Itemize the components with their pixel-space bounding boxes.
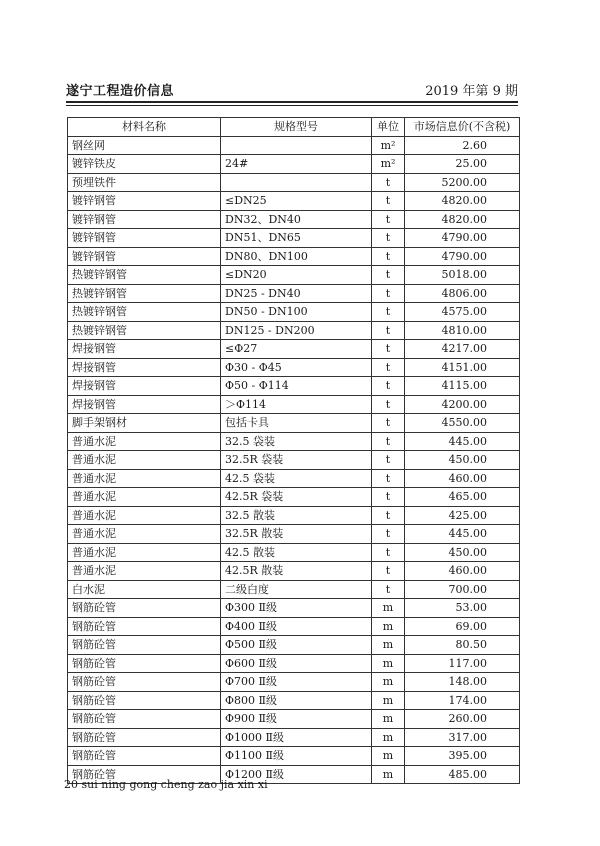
material-name-cell: 镀锌钢管: [68, 192, 221, 211]
material-name-cell: 普通水泥: [68, 451, 221, 470]
spec-cell: Φ400 Ⅱ级: [221, 617, 372, 636]
spec-cell: Φ700 Ⅱ级: [221, 673, 372, 692]
unit-cell: m: [372, 728, 405, 747]
price-cell: 4550.00: [405, 414, 520, 433]
material-name-cell: 焊接钢管: [68, 377, 221, 396]
material-name-cell: 钢筋砼管: [68, 765, 221, 784]
material-name-cell: 普通水泥: [68, 525, 221, 544]
unit-cell: t: [372, 395, 405, 414]
unit-cell: m²: [372, 155, 405, 174]
unit-cell: m: [372, 765, 405, 784]
price-cell: 317.00: [405, 728, 520, 747]
table-row: [68, 747, 520, 766]
spec-cell: 24#: [221, 155, 372, 174]
spec-cell: Φ1000 Ⅱ级: [221, 728, 372, 747]
price-cell: 4806.00: [405, 284, 520, 303]
unit-cell: t: [372, 210, 405, 229]
unit-cell: t: [372, 562, 405, 581]
material-name-cell: 焊接钢管: [68, 358, 221, 377]
spec-cell: [221, 173, 372, 192]
price-cell: 5200.00: [405, 173, 520, 192]
unit-cell: t: [372, 414, 405, 433]
spec-cell: ≤DN20: [221, 266, 372, 285]
table-row: [68, 432, 520, 451]
spec-cell: Φ30 - Φ45: [221, 358, 372, 377]
price-cell: 4820.00: [405, 192, 520, 211]
unit-cell: m: [372, 691, 405, 710]
spec-cell: DN80、DN100: [221, 247, 372, 266]
price-cell: 4790.00: [405, 229, 520, 248]
material-name-cell: 热镀锌钢管: [68, 303, 221, 322]
table-row: [68, 414, 520, 433]
header-rule-thin: [66, 105, 518, 106]
price-cell: 117.00: [405, 654, 520, 673]
table-row: [68, 395, 520, 414]
material-name-cell: 钢筋砼管: [68, 728, 221, 747]
spec-cell: ≤DN25: [221, 192, 372, 211]
unit-cell: t: [372, 173, 405, 192]
spec-cell: ≤Φ27: [221, 340, 372, 359]
page-footer: 20 sui ning gong cheng zao jia xin xi: [64, 778, 268, 791]
table-row: [68, 247, 520, 266]
material-name-cell: 焊接钢管: [68, 395, 221, 414]
unit-cell: t: [372, 266, 405, 285]
spec-cell: Φ1200 Ⅱ级: [221, 765, 372, 784]
table-header-row: [68, 118, 520, 137]
spec-cell: Φ1100 Ⅱ级: [221, 747, 372, 766]
material-name-cell: 热镀锌钢管: [68, 321, 221, 340]
price-cell: 4820.00: [405, 210, 520, 229]
material-name-cell: 普通水泥: [68, 543, 221, 562]
table-row: [68, 599, 520, 618]
material-name-cell: 镀锌钢管: [68, 247, 221, 266]
table-row: [68, 321, 520, 340]
spec-cell: Φ900 Ⅱ级: [221, 710, 372, 729]
material-name-cell: 普通水泥: [68, 562, 221, 581]
unit-cell: t: [372, 284, 405, 303]
table-row: [68, 192, 520, 211]
material-name-cell: 钢筋砼管: [68, 747, 221, 766]
spec-cell: 包括卡具: [221, 414, 372, 433]
table-row: [68, 543, 520, 562]
price-cell: 450.00: [405, 543, 520, 562]
unit-cell: m: [372, 617, 405, 636]
table-row: [68, 229, 520, 248]
material-name-cell: 钢筋砼管: [68, 691, 221, 710]
table-row: [68, 173, 520, 192]
unit-cell: m: [372, 710, 405, 729]
spec-cell: DN32、DN40: [221, 210, 372, 229]
unit-cell: m: [372, 599, 405, 618]
price-cell: 445.00: [405, 432, 520, 451]
spec-cell: 32.5 袋装: [221, 432, 372, 451]
price-cell: 4200.00: [405, 395, 520, 414]
table-row: [68, 303, 520, 322]
price-cell: 425.00: [405, 506, 520, 525]
price-table: [67, 117, 520, 784]
price-cell: 4810.00: [405, 321, 520, 340]
price-cell: 260.00: [405, 710, 520, 729]
unit-cell: t: [372, 358, 405, 377]
column-header-material: 材料名称: [68, 118, 221, 137]
price-cell: 700.00: [405, 580, 520, 599]
price-cell: 2.60: [405, 136, 520, 155]
column-header-spec: 规格型号: [221, 118, 372, 137]
spec-cell: 32.5R 袋装: [221, 451, 372, 470]
unit-cell: m: [372, 673, 405, 692]
price-cell: 4151.00: [405, 358, 520, 377]
table-row: [68, 266, 520, 285]
unit-cell: t: [372, 432, 405, 451]
spec-cell: 42.5 散装: [221, 543, 372, 562]
material-name-cell: 普通水泥: [68, 488, 221, 507]
price-cell: 4575.00: [405, 303, 520, 322]
unit-cell: t: [372, 525, 405, 544]
table-row: [68, 728, 520, 747]
unit-cell: t: [372, 506, 405, 525]
unit-cell: m: [372, 654, 405, 673]
table-row: [68, 340, 520, 359]
column-header-unit: 单位: [372, 118, 405, 137]
price-cell: 4790.00: [405, 247, 520, 266]
unit-cell: t: [372, 247, 405, 266]
spec-cell: 42.5 袋装: [221, 469, 372, 488]
issue-number: 2019 年第 9 期: [425, 84, 518, 99]
material-name-cell: 脚手架钢材: [68, 414, 221, 433]
price-cell: 5018.00: [405, 266, 520, 285]
unit-cell: t: [372, 229, 405, 248]
table-body: [68, 136, 520, 784]
table-row: [68, 654, 520, 673]
spec-cell: DN125 - DN200: [221, 321, 372, 340]
price-cell: 25.00: [405, 155, 520, 174]
unit-cell: t: [372, 488, 405, 507]
unit-cell: t: [372, 377, 405, 396]
material-name-cell: 普通水泥: [68, 432, 221, 451]
price-cell: 445.00: [405, 525, 520, 544]
spec-cell: 42.5R 袋装: [221, 488, 372, 507]
price-cell: 174.00: [405, 691, 520, 710]
material-name-cell: 镀锌钢管: [68, 229, 221, 248]
material-name-cell: 钢筋砼管: [68, 636, 221, 655]
table-row: [68, 710, 520, 729]
material-name-cell: 镀锌钢管: [68, 210, 221, 229]
table-row: [68, 691, 520, 710]
table-row: [68, 284, 520, 303]
price-cell: 80.50: [405, 636, 520, 655]
price-cell: 395.00: [405, 747, 520, 766]
spec-cell: Φ50 - Φ114: [221, 377, 372, 396]
price-cell: 4217.00: [405, 340, 520, 359]
table-row: [68, 636, 520, 655]
column-header-price: 市场信息价(不含税): [405, 118, 520, 137]
price-cell: 450.00: [405, 451, 520, 470]
price-cell: 69.00: [405, 617, 520, 636]
table-row: [68, 562, 520, 581]
table-row: [68, 525, 520, 544]
unit-cell: t: [372, 543, 405, 562]
price-cell: 485.00: [405, 765, 520, 784]
material-name-cell: 白水泥: [68, 580, 221, 599]
price-cell: 148.00: [405, 673, 520, 692]
price-cell: 460.00: [405, 562, 520, 581]
unit-cell: m²: [372, 136, 405, 155]
table-row: [68, 210, 520, 229]
material-name-cell: 普通水泥: [68, 506, 221, 525]
material-name-cell: 镀锌铁皮: [68, 155, 221, 174]
spec-cell: Φ600 Ⅱ级: [221, 654, 372, 673]
header-rule-thick: [66, 101, 518, 103]
unit-cell: t: [372, 580, 405, 599]
spec-cell: DN25 - DN40: [221, 284, 372, 303]
table-row: [68, 136, 520, 155]
table-row: [68, 673, 520, 692]
unit-cell: t: [372, 303, 405, 322]
spec-cell: ＞Φ114: [221, 395, 372, 414]
unit-cell: m: [372, 747, 405, 766]
spec-cell: 42.5R 散装: [221, 562, 372, 581]
unit-cell: m: [372, 636, 405, 655]
table-row: [68, 469, 520, 488]
unit-cell: t: [372, 340, 405, 359]
material-name-cell: 热镀锌钢管: [68, 266, 221, 285]
material-name-cell: 普通水泥: [68, 469, 221, 488]
material-name-cell: 钢筋砼管: [68, 673, 221, 692]
unit-cell: t: [372, 321, 405, 340]
unit-cell: t: [372, 451, 405, 470]
material-name-cell: 钢筋砼管: [68, 617, 221, 636]
material-name-cell: 预埋铁件: [68, 173, 221, 192]
spec-cell: 32.5R 散装: [221, 525, 372, 544]
table-row: [68, 488, 520, 507]
table-row: [68, 617, 520, 636]
material-name-cell: 钢筋砼管: [68, 654, 221, 673]
material-name-cell: 钢筋砼管: [68, 599, 221, 618]
table-row: [68, 377, 520, 396]
spec-cell: DN50 - DN100: [221, 303, 372, 322]
material-name-cell: 钢丝网: [68, 136, 221, 155]
price-cell: 53.00: [405, 599, 520, 618]
table-row: [68, 451, 520, 470]
price-cell: 4115.00: [405, 377, 520, 396]
spec-cell: 32.5 散装: [221, 506, 372, 525]
spec-cell: [221, 136, 372, 155]
spec-cell: Φ300 Ⅱ级: [221, 599, 372, 618]
table-row: [68, 506, 520, 525]
spec-cell: DN51、DN65: [221, 229, 372, 248]
publication-title: 遂宁工程造价信息: [66, 84, 175, 99]
price-cell: 460.00: [405, 469, 520, 488]
unit-cell: t: [372, 469, 405, 488]
material-name-cell: 焊接钢管: [68, 340, 221, 359]
spec-cell: 二级白度: [221, 580, 372, 599]
table-row: [68, 358, 520, 377]
page-header: [66, 80, 518, 100]
price-cell: 465.00: [405, 488, 520, 507]
table-row: [68, 155, 520, 174]
material-name-cell: 热镀锌钢管: [68, 284, 221, 303]
spec-cell: Φ500 Ⅱ级: [221, 636, 372, 655]
unit-cell: t: [372, 192, 405, 211]
material-name-cell: 钢筋砼管: [68, 710, 221, 729]
table-row: [68, 580, 520, 599]
spec-cell: Φ800 Ⅱ级: [221, 691, 372, 710]
